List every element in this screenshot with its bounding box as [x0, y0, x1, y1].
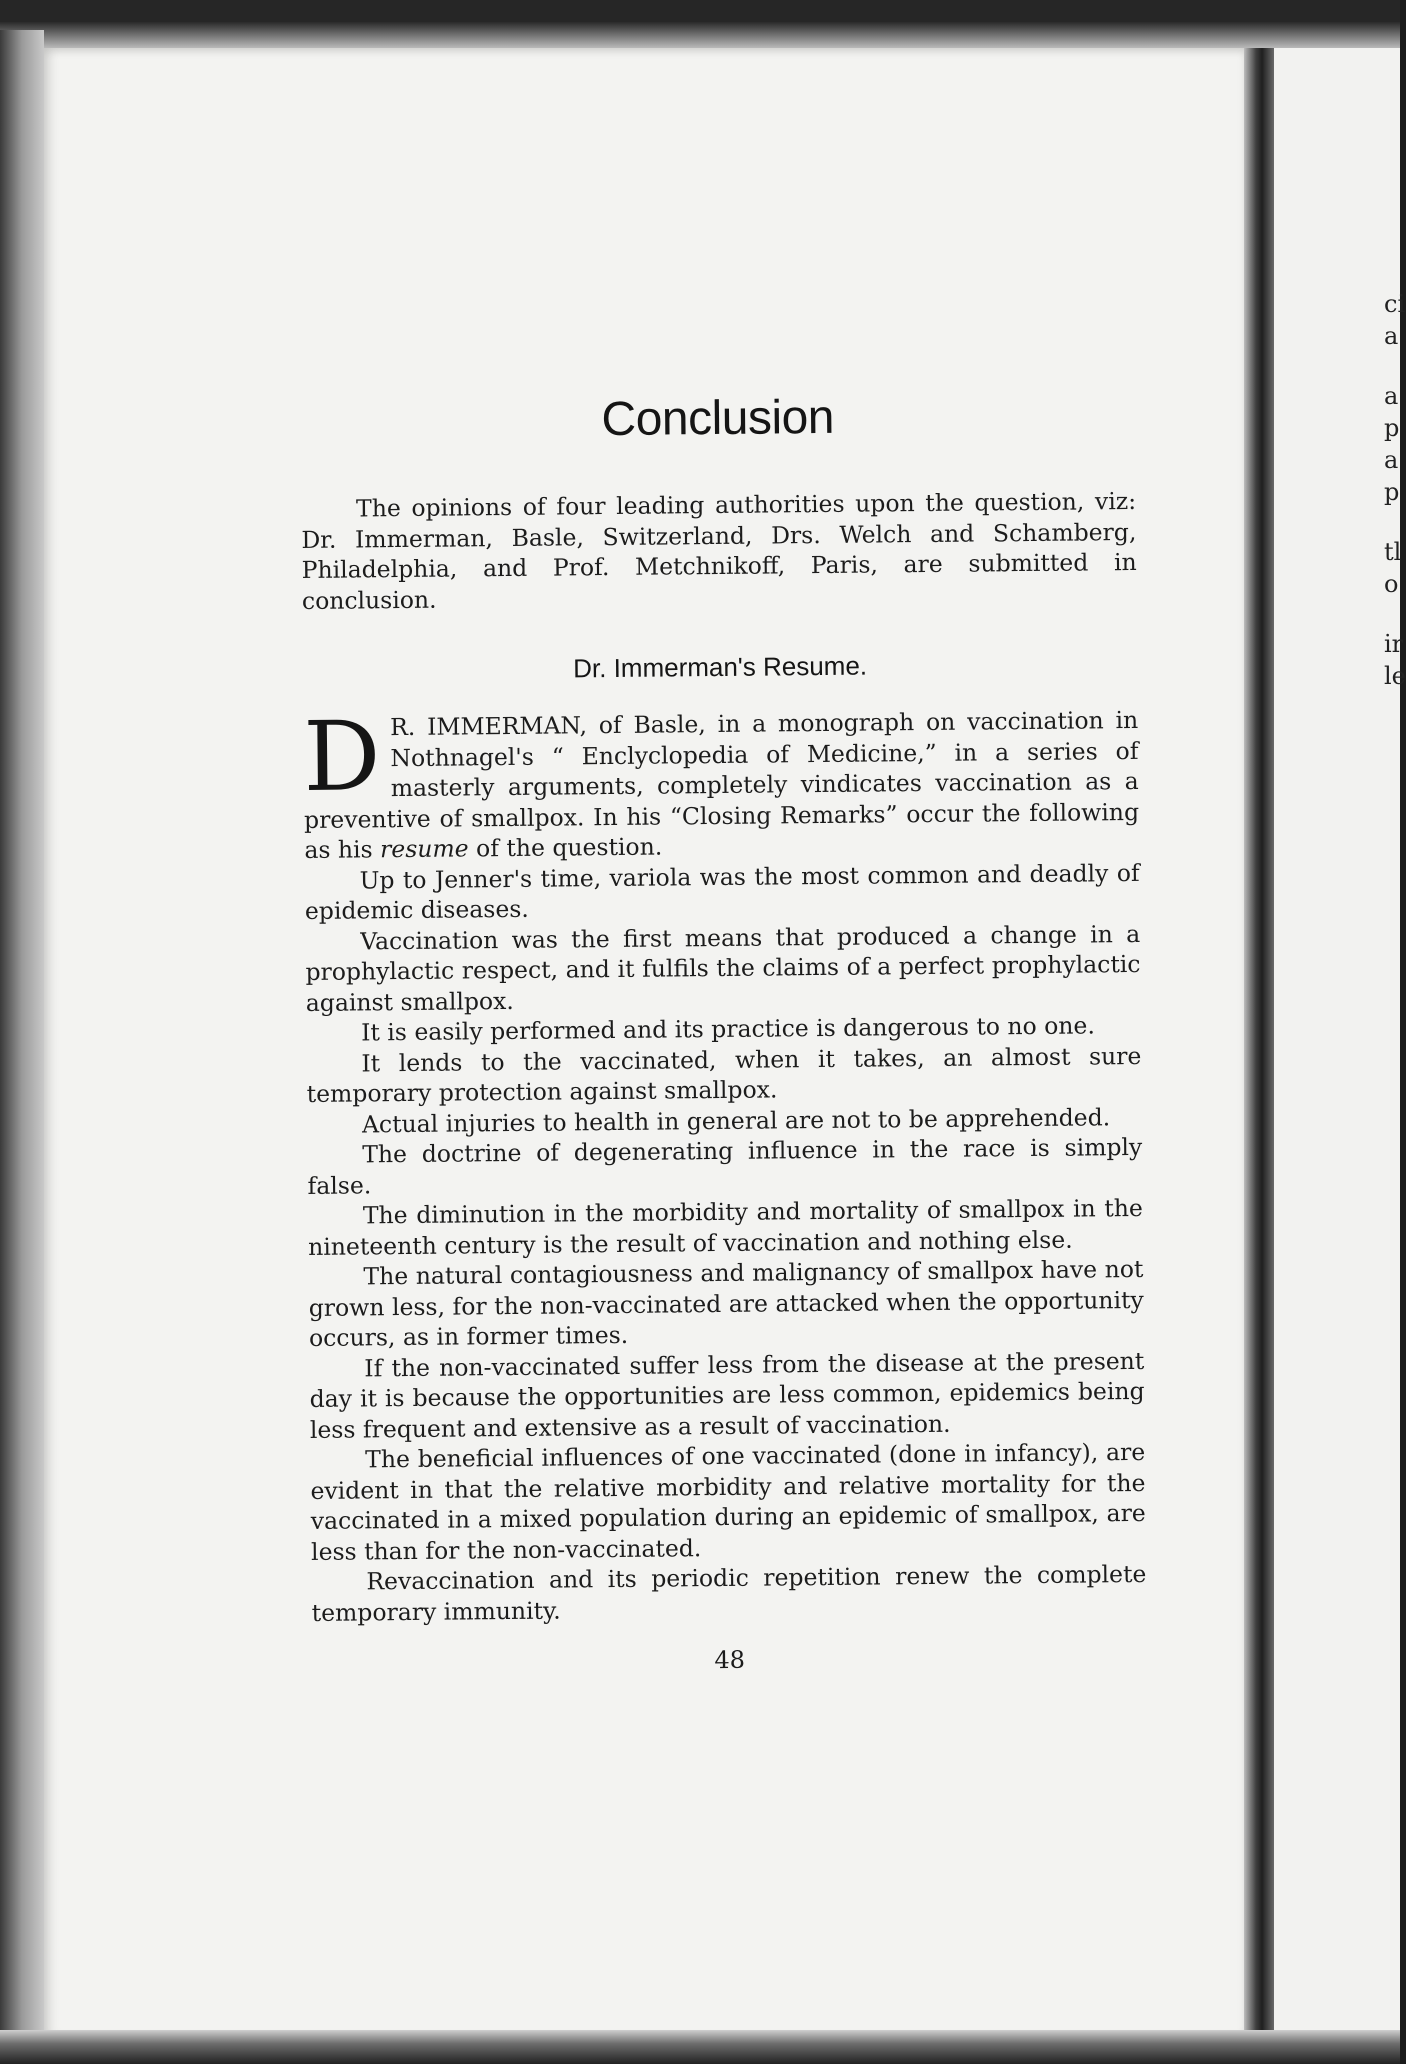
page-title: Conclusion: [601, 390, 835, 447]
lead-paragraph: [302, 700, 1140, 866]
lead-text-end: of the question.: [468, 832, 663, 863]
section-title: Dr. Immerman's Resume.: [573, 650, 868, 684]
page-number: 48: [714, 1645, 746, 1675]
next-page-fragment: le: [1384, 662, 1406, 690]
body-paragraph: Vaccination was the first means that produced a change in a prophylactic respect, and it fulfils the claims of a perfect prophylactic against smallpox.: [305, 919, 1141, 1017]
body-paragraph: The diminution in the morbidity and mortality of smallpox in the nineteenth century is the result of vaccination and nothing else.: [308, 1193, 1143, 1261]
body-paragraph: Revaccination and its periodic repetition renew the complete temporary immunity.: [311, 1559, 1147, 1627]
body-paragraph: The natural contagiousness and malignancy of smallpox have not grown less, for the non-vaccinated are attacked when the opportunity occurs, as in former times.: [308, 1254, 1144, 1352]
body-paragraph: The doctrine of degenerating influence in the race is simply false.: [307, 1132, 1143, 1200]
book-left-edge: [0, 30, 44, 2050]
next-page-fragment: p: [1384, 478, 1400, 506]
body-paragraph: The beneficial influences of one vaccinated (done in infancy), are evident in that the relative morbidity and relative mortality for the vaccinated in a mixed population during an epidemic of smallpox, are less than for the non-vaccinated.: [310, 1437, 1146, 1566]
next-page-fragment: o: [1384, 570, 1399, 598]
body-paragraph: It is easily performed and its practice is dangerous to no one.: [360, 1011, 1096, 1047]
next-page-fragment: a: [1384, 322, 1399, 350]
body-paragraph: If the non-vaccinated suffer less from the disease at the present day it is because the opportunities are less common, epidemics being less frequent and extensive as a result of vaccination.: [309, 1346, 1145, 1444]
right-page-fragment: [1274, 48, 1406, 2038]
next-page-fragment: tl: [1384, 538, 1402, 566]
next-page-fragment: a: [1384, 382, 1399, 410]
body-paragraph: It lends to the vaccinated, when it takes, an almost sure temporary protection against smallpox.: [306, 1041, 1142, 1108]
body-paragraph: Actual injuries to health in general are not to be apprehended.: [361, 1102, 1111, 1138]
book-bottom-edge: [0, 2030, 1400, 2064]
lead-text: R. IMMERMAN, of Basle, in a monograph on vaccination in Nothnagel's “ Enclyclopedia of Medicine,” in a series of masterly arguments, completely vindicates vaccination as a preventive of smallpox. In his “Closing Remarks” occur the following as his: [303, 705, 1140, 864]
book-gutter: [1244, 48, 1274, 2038]
next-page-fragment: a: [1384, 446, 1399, 474]
body-paragraph: Up to Jenner's time, variola was the most common and deadly of epidemic diseases.: [304, 858, 1140, 925]
next-page-fragment: ci: [1384, 290, 1406, 318]
next-page-fragment: p: [1384, 414, 1400, 442]
lead-emphasis: resume: [379, 834, 469, 864]
intro-paragraph: The opinions of four leading authorities upon the question, viz: Dr. Immerman, Basle, Switzerland, Drs. Welch and Schamberg, Philadelphia, and Prof. Metchnikoff, Paris, are submitted in conclusion.: [301, 486, 1137, 615]
next-page-fragment: ir: [1384, 630, 1404, 658]
page-content: [300, 387, 1147, 1678]
drop-cap: D: [302, 700, 381, 813]
